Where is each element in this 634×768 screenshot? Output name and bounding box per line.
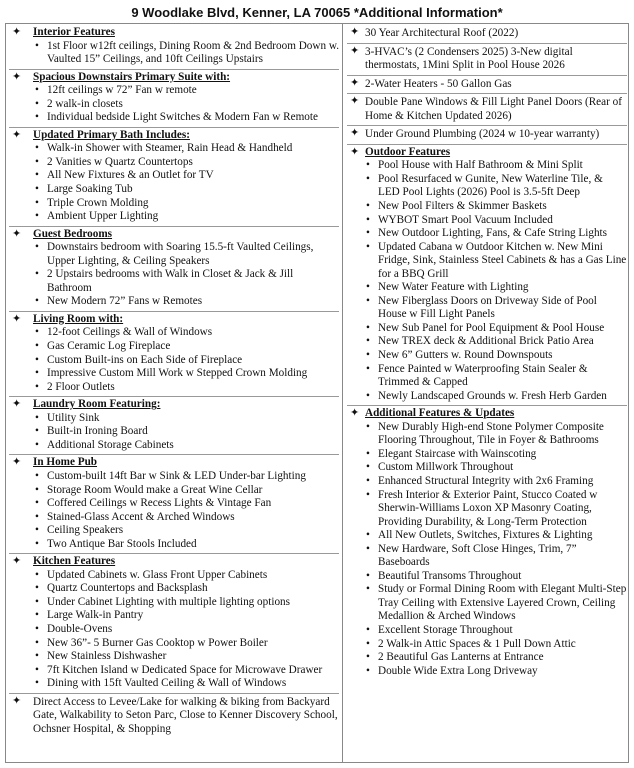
list-item: • Ceiling Speakers xyxy=(9,524,339,538)
list-item: • 2 Vanities w Quartz Countertops xyxy=(9,156,339,170)
four-point-star-icon: ✦ xyxy=(12,26,22,38)
list-item: • Impressive Custom Mill Work w Stepped Crown Molding xyxy=(9,367,339,381)
section-heading-row xyxy=(9,228,339,242)
section-heading: Spacious Downstairs Primary Suite with: xyxy=(33,70,231,83)
list-item: • New TREX deck & Additional Brick Patio Area xyxy=(347,335,627,349)
section-heading-row xyxy=(9,26,339,40)
section-heading: Guest Bedrooms xyxy=(33,227,113,240)
list-item: • Large Walk-in Pantry xyxy=(9,609,339,623)
bullet-list xyxy=(9,241,339,309)
list-item: • New Modern 72” Fans w Remotes xyxy=(9,295,339,309)
section-heading: Laundry Room Featuring: xyxy=(33,398,161,411)
section-heading-row xyxy=(9,71,339,85)
list-item: • Pool Resurfaced w Gunite, New Waterline Tile, & LED Pool Lights (2026) Pool is 3.5-5ft Deep xyxy=(347,173,627,200)
list-item: • Built-in Ironing Board xyxy=(9,425,339,439)
section-additional-features-updates xyxy=(347,407,627,680)
four-point-star-icon: ✦ xyxy=(350,95,360,108)
four-point-star-icon: ✦ xyxy=(350,407,360,420)
bullet-list xyxy=(9,84,339,125)
list-item: • 2 walk-in closets xyxy=(9,98,339,112)
list-item: • All New Outlets, Switches, Fixtures & Lighting xyxy=(347,529,627,543)
section-heading-row xyxy=(347,407,627,421)
list-item: • 2 Beautiful Gas Lanterns at Entrance xyxy=(347,651,627,665)
list-item: • Excellent Storage Throughout xyxy=(347,624,627,638)
info-row xyxy=(347,127,627,142)
section-living-room-with xyxy=(9,313,339,397)
four-point-star-icon: ✦ xyxy=(350,145,360,158)
list-item: • Individual bedside Light Switches & Modern Fan w Remote xyxy=(9,111,339,125)
info-text: Under Ground Plumbing (2024 w 10-year warranty) xyxy=(365,128,600,141)
section-heading: Living Room with: xyxy=(33,312,124,325)
list-item: • Two Antique Bar Stools Included xyxy=(9,538,339,552)
list-item: • Fresh Interior & Exterior Paint, Stucco Coated w Sherwin-Williams Loxon XP Masonry Coating, Providing Durability, & Long-Term Protection xyxy=(347,489,627,530)
bullet-list xyxy=(9,326,339,394)
list-item: • New Pool Filters & Skimmer Baskets xyxy=(347,200,627,214)
info-item xyxy=(347,26,627,44)
section-in-home-pub xyxy=(9,456,339,554)
section-heading-row xyxy=(347,146,627,160)
list-item: • 12-foot Ceilings & Wall of Windows xyxy=(9,326,339,340)
bullet-list xyxy=(9,40,339,67)
list-item: • 2 Upstairs bedrooms with Walk in Closet & Jack & Jill Bathroom xyxy=(9,268,339,295)
four-point-star-icon: ✦ xyxy=(12,227,22,240)
four-point-star-icon: ✦ xyxy=(12,456,22,469)
right-column xyxy=(347,26,627,681)
list-item: • Updated Cabinets w. Glass Front Upper Cabinets xyxy=(9,569,339,583)
list-item: • Double Wide Extra Long Driveway xyxy=(347,665,627,679)
list-item: • Custom-built 14ft Bar w Sink & LED Under-bar Lighting xyxy=(9,470,339,484)
list-item: • Dining with 15ft Vaulted Ceiling & Wall of Windows xyxy=(9,677,339,691)
four-point-star-icon: ✦ xyxy=(12,70,22,83)
list-item: • New Stainless Dishwasher xyxy=(9,650,339,664)
section-heading-row xyxy=(9,129,339,143)
list-item: • Large Soaking Tub xyxy=(9,183,339,197)
section-outdoor-features xyxy=(347,146,627,406)
section-heading: Kitchen Features xyxy=(33,555,116,568)
list-item: • Beautiful Transoms Throughout xyxy=(347,570,627,584)
list-item: • New Sub Panel for Pool Equipment & Pool House xyxy=(347,322,627,336)
list-item: • Storage Room Would make a Great Wine Cellar xyxy=(9,484,339,498)
section-heading: Interior Features xyxy=(33,26,115,38)
list-item: • Fence Painted w Waterproofing Stain Sealer & Trimmed & Capped xyxy=(347,363,627,390)
list-item: • 7ft Kitchen Island w Dedicated Space for Microwave Drawer xyxy=(9,664,339,678)
list-item: • WYBOT Smart Pool Vacuum Included xyxy=(347,214,627,228)
section-heading-row xyxy=(9,398,339,412)
list-item: • New Water Feature with Lighting xyxy=(347,281,627,295)
info-text: Double Pane Windows & Fill Light Panel Doors (Rear of Home & Kitchen Updated 2026) xyxy=(365,96,622,122)
list-item: • New Outdoor Lighting, Fans, & Cafe String Lights xyxy=(347,227,627,241)
list-item: • Triple Crown Molding xyxy=(9,197,339,211)
list-item: • 1st Floor w12ft ceilings, Dining Room & 2nd Bedroom Down w. Vaulted 15” Ceilings, and 10ft Ceilings Upstairs xyxy=(9,40,339,67)
list-item: • Gas Ceramic Log Fireplace xyxy=(9,340,339,354)
info-item xyxy=(347,127,627,145)
section-spacious-downstairs-primary-suite-with xyxy=(9,71,339,128)
list-item: • Stained-Glass Accent & Arched Windows xyxy=(9,511,339,525)
info-text: 30 Year Architectural Roof (2022) xyxy=(365,27,519,39)
info-item xyxy=(347,77,627,95)
column-divider xyxy=(342,23,343,763)
four-point-star-icon: ✦ xyxy=(12,555,22,568)
list-item: • Study or Formal Dining Room with Elegant Multi-Step Tray Ceiling with Extensive Layered Crown, Ceiling Medallion & Arched Windows xyxy=(347,583,627,624)
bullet-list xyxy=(9,569,339,691)
info-text: 3-HVAC’s (2 Condensers 2025) 3-New digital thermostats, 1Mini Split in Pool House 2026 xyxy=(365,45,573,72)
section-heading: Outdoor Features xyxy=(365,145,451,158)
info-text: Direct Access to Levee/Lake for walking & biking from Backyard Gate, Walkability to Seton Parc, Close to Kenner Discovery School, Ochsner Hospital, & Shopping xyxy=(33,695,338,735)
info-row xyxy=(347,26,627,41)
list-item: • Custom Built-ins on Each Side of Fireplace xyxy=(9,354,339,368)
list-item: • All New Fixtures & an Outlet for TV xyxy=(9,169,339,183)
list-item: • 12ft ceilings w 72” Fan w remote xyxy=(9,84,339,98)
four-point-star-icon: ✦ xyxy=(350,44,360,57)
list-item: • Custom Millwork Throughout xyxy=(347,461,627,475)
list-item: • Coffered Ceilings w Recess Lights & Vintage Fan xyxy=(9,497,339,511)
info-item xyxy=(347,45,627,76)
bullet-list xyxy=(9,142,339,223)
list-item: • Updated Cabana w Outdoor Kitchen w. New Mini Fridge, Sink, Stainless Steel Cabinets & has a Gas Line for a BBQ Grill xyxy=(347,241,627,282)
section-heading: Updated Primary Bath Includes: xyxy=(33,128,190,141)
list-item: • Additional Storage Cabinets xyxy=(9,439,339,453)
list-item: • Pool House with Half Bathroom & Mini Split xyxy=(347,159,627,173)
four-point-star-icon: ✦ xyxy=(12,398,22,411)
section-laundry-room-featuring xyxy=(9,398,339,455)
four-point-star-icon: ✦ xyxy=(12,694,22,707)
list-item: • Walk-in Shower with Steamer, Rain Head & Handheld xyxy=(9,142,339,156)
info-row xyxy=(347,95,627,123)
section-kitchen-features xyxy=(9,555,339,693)
list-item: • New 6” Gutters w. Round Downspouts xyxy=(347,349,627,363)
bullet-list xyxy=(9,470,339,551)
page-title: 9 Woodlake Blvd, Kenner, LA 70065 *Additional Information* xyxy=(131,5,503,20)
bullet-list xyxy=(347,159,627,403)
section-heading-row xyxy=(9,555,339,569)
section-heading: Additional Features & Updates xyxy=(365,407,515,420)
four-point-star-icon: ✦ xyxy=(350,76,360,89)
list-item: • 2 Floor Outlets xyxy=(9,381,339,395)
list-item: • Downstairs bedroom with Soaring 15.5-ft Vaulted Ceilings, Upper Lighting, & Ceiling Speakers xyxy=(9,241,339,268)
list-item: • Elegant Staircase with Wainscoting xyxy=(347,448,627,462)
list-item: • Quartz Countertops and Backsplash xyxy=(9,582,339,596)
section-guest-bedrooms xyxy=(9,228,339,312)
list-item: • Enhanced Structural Integrity with 2x6 Framing xyxy=(347,475,627,489)
section-heading-row xyxy=(9,456,339,470)
list-item: • Newly Landscaped Grounds w. Fresh Herb Garden xyxy=(347,390,627,404)
bullet-list xyxy=(347,421,627,678)
info-item xyxy=(347,95,627,126)
list-item: • Double-Ovens xyxy=(9,623,339,637)
list-item: • New Fiberglass Doors on Driveway Side of Pool House w Fill Light Panels xyxy=(347,295,627,322)
info-item xyxy=(9,695,339,739)
list-item: • 2 Walk-in Attic Spaces & 1 Pull Down Attic xyxy=(347,638,627,652)
section-heading: In Home Pub xyxy=(33,456,98,469)
info-row xyxy=(347,77,627,92)
section-interior-features xyxy=(9,26,339,70)
four-point-star-icon: ✦ xyxy=(350,26,360,38)
info-text: 2-Water Heaters - 50 Gallon Gas xyxy=(365,77,512,90)
info-row xyxy=(347,45,627,73)
list-item: • Under Cabinet Lighting with multiple lighting options xyxy=(9,596,339,610)
section-updated-primary-bath-includes xyxy=(9,129,339,227)
four-point-star-icon: ✦ xyxy=(12,128,22,141)
list-item: • Utility Sink xyxy=(9,412,339,426)
four-point-star-icon: ✦ xyxy=(350,127,360,140)
section-heading-row xyxy=(9,313,339,327)
left-column xyxy=(9,26,339,739)
bullet-list xyxy=(9,412,339,453)
list-item: • New 36”- 5 Burner Gas Cooktop w Power Boiler xyxy=(9,637,339,651)
list-item: • Ambient Upper Lighting xyxy=(9,210,339,224)
four-point-star-icon: ✦ xyxy=(12,312,22,325)
list-item: • New Hardware, Soft Close Hinges, Trim, 7” Baseboards xyxy=(347,543,627,570)
info-row xyxy=(9,695,339,737)
list-item: • New Durably High-end Stone Polymer Composite Flooring Throughout, Tile in Foyer & Bathrooms xyxy=(347,421,627,448)
